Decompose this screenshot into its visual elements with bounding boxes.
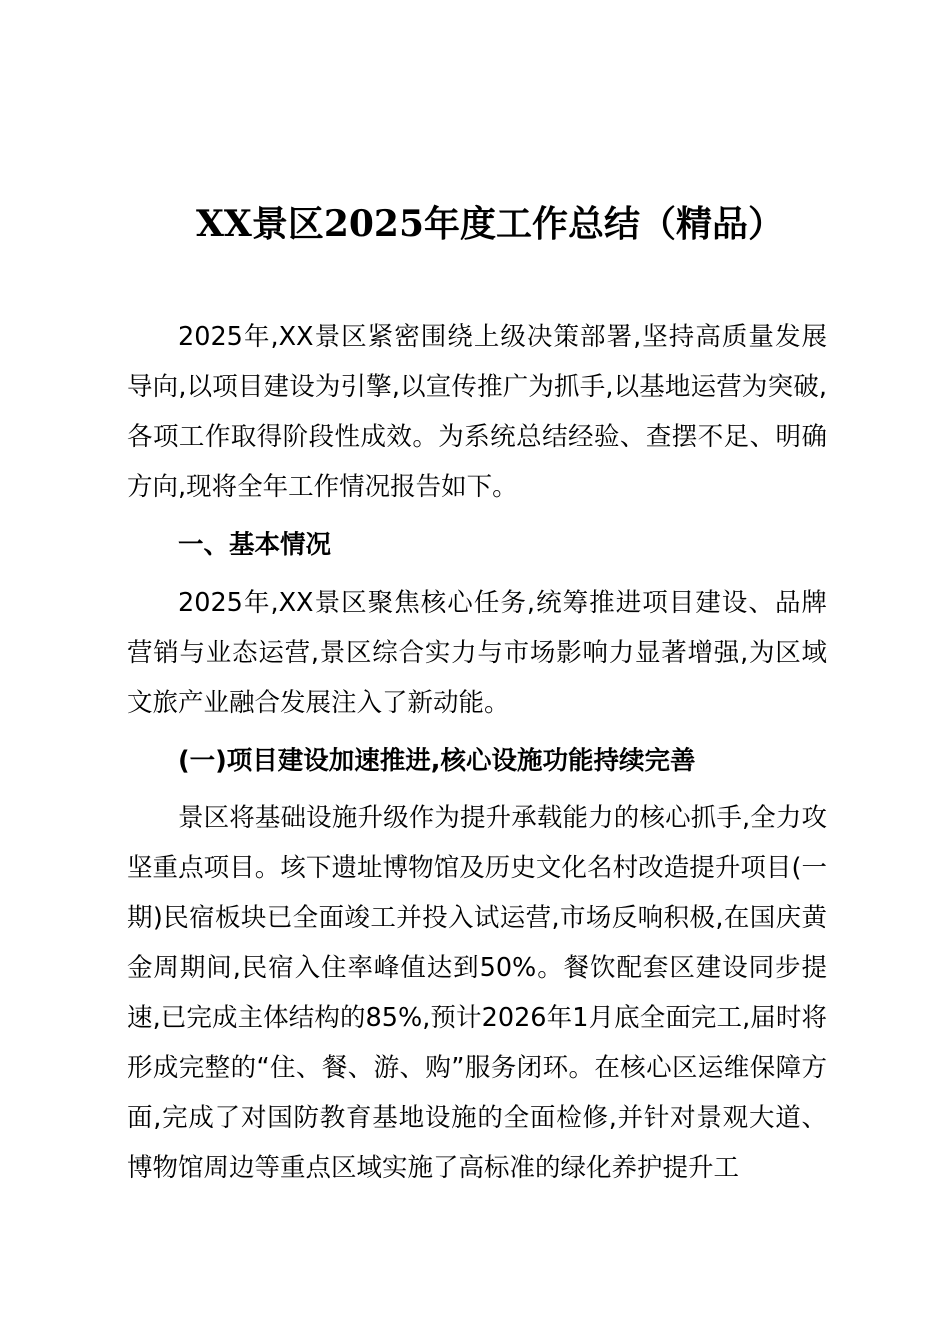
- section-1-paragraph: 2025年,XX景区聚焦核心任务,统筹推进项目建设、品牌营销与业态运营,景区综合实力与市场影响力显著增强,为区域文旅产业融合发展注入了新动能。: [127, 588, 827, 718]
- document-title: XX景区2025年度工作总结（精品）: [195, 203, 785, 245]
- subsection-heading-project-construction: (一)项目建设加速推进,核心设施功能持续完善: [178, 746, 696, 776]
- intro-paragraph: 2025年,XX景区紧密围绕上级决策部署,坚持高质量发展导向,以项目建设为引擎,以宣传推广为抓手,以基地运营为突破,各项工作取得阶段性成效。为系统总结经验、查摆不足、明确方向,现将全年工作情况报告如下。: [127, 322, 827, 502]
- subsection-1-paragraph: 景区将基础设施升级作为提升承载能力的核心抓手,全力攻坚重点项目。垓下遗址博物馆及历史文化名村改造提升项目(一期)民宿板块已全面竣工并投入试运营,市场反响积极,在国庆黄金周期间,民宿入住率峰值达到50%。餐饮配套区建设同步提速,已完成主体结构的85%,预计2026年1月底全面完工,届时将形成完整的“住、餐、游、购”服务闭环。在核心区运维保障方面,完成了对国防教育基地设施的全面检修,并针对景观大道、博物馆周边等重点区域实施了高标准的绿化养护提升工: [127, 803, 827, 1183]
- section-heading-basic-situation: 一、基本情况: [178, 530, 332, 560]
